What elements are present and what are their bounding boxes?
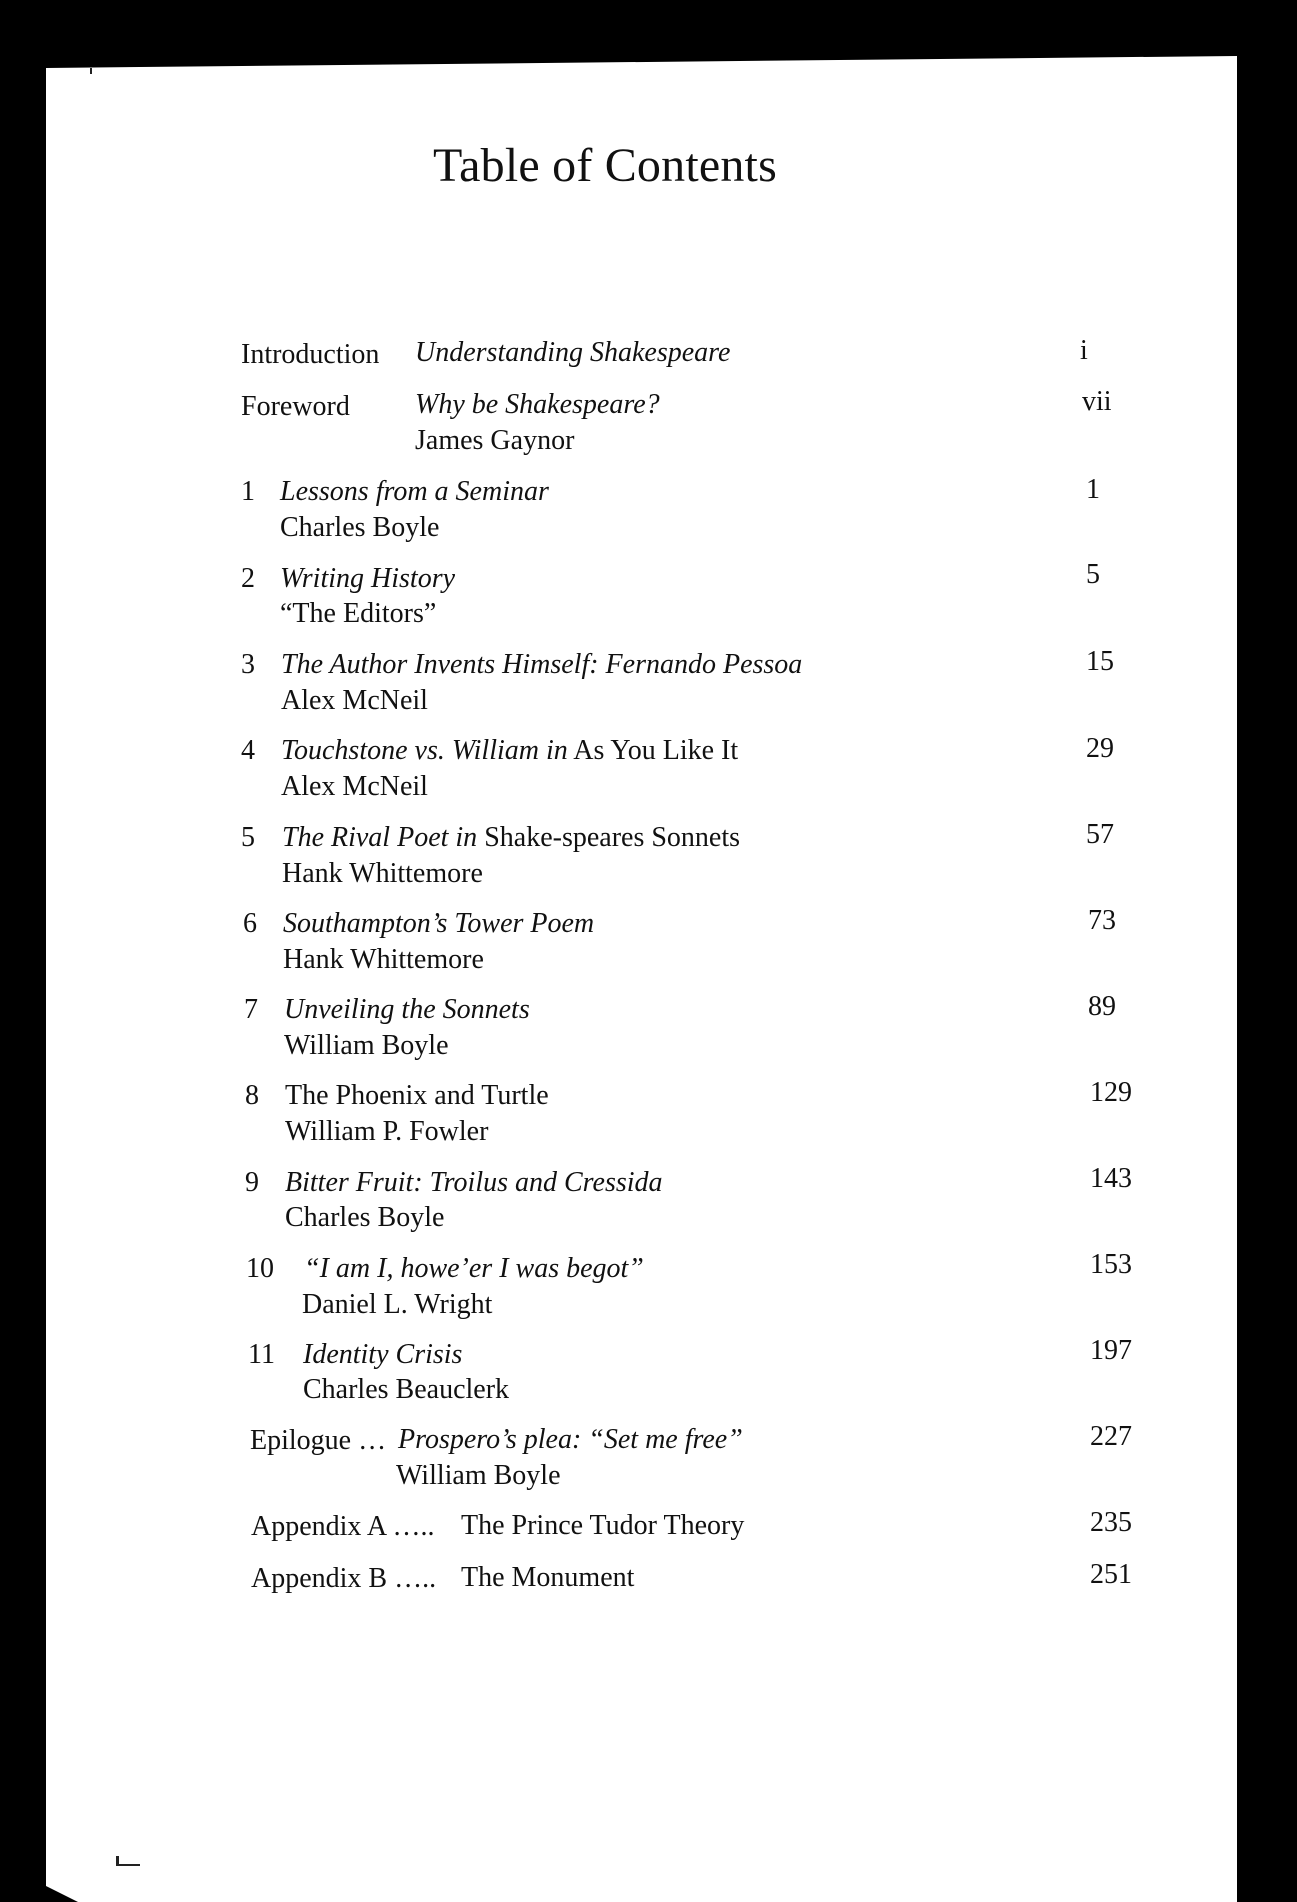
entry-title xyxy=(282,820,740,856)
scanned-page xyxy=(46,56,1237,1902)
chapter-number: 6 xyxy=(243,908,257,939)
entry-page-number: 251 xyxy=(1090,1559,1132,1590)
entry-label: Appendix B ….. xyxy=(251,1563,437,1594)
scan-speck xyxy=(118,1864,140,1866)
entry-author: Alex McNeil xyxy=(281,771,428,802)
entry-label: Foreword xyxy=(241,391,350,422)
entry-title: “I am I, howe’er I was begot” xyxy=(304,1253,644,1284)
entry-title-italic: Touchstone vs. William in xyxy=(281,735,568,766)
entry-title: The Phoenix and Turtle xyxy=(285,1080,549,1111)
entry-label: Appendix A ….. xyxy=(251,1511,435,1542)
chapter-number: 3 xyxy=(241,649,255,680)
entry-title: The Prince Tudor Theory xyxy=(461,1510,745,1541)
entry-title: Understanding Shakespeare xyxy=(415,337,731,368)
entry-author: Hank Whittemore xyxy=(282,858,483,889)
entry-label: Epilogue … xyxy=(250,1425,387,1456)
entry-author: Charles Beauclerk xyxy=(303,1374,510,1405)
entry-title: Bitter Fruit: Troilus and Cressida xyxy=(285,1167,663,1198)
entry-author: Charles Boyle xyxy=(285,1202,445,1233)
entry-title: The Author Invents Himself: Fernando Pessoa xyxy=(281,649,803,680)
chapter-number: 7 xyxy=(244,994,258,1025)
entry-label: Introduction xyxy=(241,339,380,370)
entry-page-number: 197 xyxy=(1090,1335,1132,1366)
scan-speck xyxy=(90,68,92,74)
entry-author: Charles Boyle xyxy=(280,512,440,543)
entry-title-italic: The Rival Poet in xyxy=(282,822,478,853)
entry-page-number: 57 xyxy=(1086,819,1114,850)
entry-page-number: 227 xyxy=(1090,1421,1132,1452)
entry-page-number: 143 xyxy=(1090,1163,1132,1194)
entry-title: Unveiling the Sonnets xyxy=(284,994,530,1025)
entry-page-number: vii xyxy=(1082,386,1112,417)
entry-author: James Gaynor xyxy=(415,425,575,456)
entry-title: The Monument xyxy=(461,1562,635,1593)
chapter-number: 10 xyxy=(246,1253,274,1284)
entry-page-number: 29 xyxy=(1086,733,1114,764)
entry-page-number: 1 xyxy=(1086,474,1100,505)
entry-author: Daniel L. Wright xyxy=(302,1289,493,1320)
chapter-number: 11 xyxy=(248,1339,275,1370)
entry-page-number: 89 xyxy=(1088,991,1116,1022)
entry-author: William P. Fowler xyxy=(285,1116,489,1147)
entry-page-number: 129 xyxy=(1090,1077,1132,1108)
entry-title-roman: Shake-speares Sonnets xyxy=(484,822,741,853)
entry-author: Alex McNeil xyxy=(281,685,428,716)
entry-title: Why be Shakespeare? xyxy=(415,389,660,420)
entry-author: “The Editors” xyxy=(280,598,437,629)
entry-title: Identity Crisis xyxy=(303,1339,463,1370)
chapter-number: 1 xyxy=(241,476,255,507)
chapter-number: 2 xyxy=(241,563,255,594)
entry-author: William Boyle xyxy=(284,1030,449,1061)
entry-page-number: 73 xyxy=(1088,905,1116,936)
entry-title: Lessons from a Seminar xyxy=(280,476,549,507)
chapter-number: 9 xyxy=(245,1167,259,1198)
entry-title: Writing History xyxy=(280,563,456,594)
entry-author: Hank Whittemore xyxy=(283,944,484,975)
entry-author: William Boyle xyxy=(396,1460,561,1491)
entry-page-number: 153 xyxy=(1090,1249,1132,1280)
chapter-number: 8 xyxy=(245,1080,259,1111)
entry-page-number: i xyxy=(1080,335,1088,366)
entry-title-roman: As You Like It xyxy=(573,735,739,766)
entry-page-number: 5 xyxy=(1086,559,1100,590)
entry-title xyxy=(281,733,738,769)
entry-page-number: 235 xyxy=(1090,1507,1132,1538)
chapter-number: 5 xyxy=(241,822,255,853)
page-title: Table of Contents xyxy=(433,139,777,192)
entry-title: Southampton’s Tower Poem xyxy=(283,908,595,939)
entry-title: Prospero’s plea: “Set me free” xyxy=(398,1424,743,1455)
chapter-number: 4 xyxy=(241,735,255,766)
entry-page-number: 15 xyxy=(1086,646,1114,677)
